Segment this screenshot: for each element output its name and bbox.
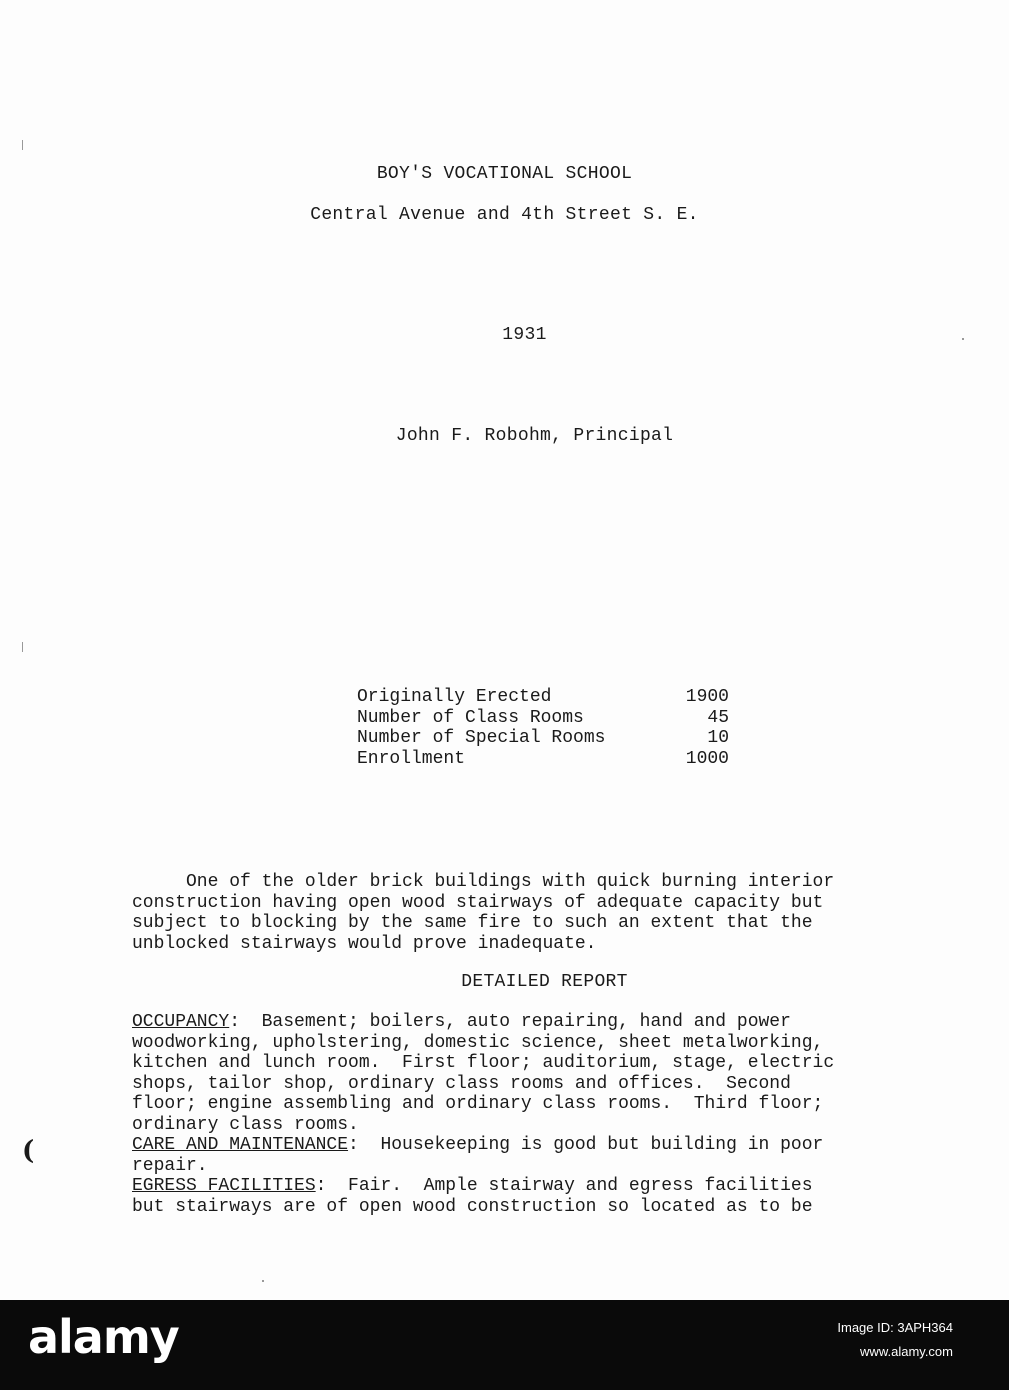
paragraph-line: unblocked stairways would prove inadequate. — [132, 933, 597, 954]
scan-speck — [22, 642, 23, 652]
detailed-report-heading: DETAILED REPORT — [461, 972, 628, 992]
watermark-url: www.alamy.com — [860, 1344, 953, 1359]
stat-label: Number of Class Rooms — [357, 707, 584, 728]
stat-value: 1000 — [685, 748, 729, 769]
scan-speck — [22, 140, 23, 150]
stat-row — [357, 687, 729, 708]
occupancy-label: OCCUPANCY — [132, 1012, 230, 1032]
watermark-banner — [0, 1300, 1009, 1390]
paragraph-line: construction having open wood stairways of adequate capacity but — [132, 892, 824, 913]
paragraph-line: repair. — [132, 1155, 208, 1176]
stat-row — [357, 728, 729, 749]
principal-name: John F. Robohm, Principal — [395, 426, 674, 446]
stat-label: Enrollment — [357, 748, 466, 769]
care-line — [132, 1135, 922, 1156]
detailed-report-body — [132, 1012, 922, 1217]
egress-label: EGRESS FACILITIES — [132, 1176, 316, 1196]
egress-text: : Fair. Ample stairway and egress facilities — [315, 1176, 813, 1196]
stat-label: Originally Erected — [357, 687, 552, 707]
document-title: BOY'S VOCATIONAL SCHOOL — [376, 164, 633, 184]
watermark-logo: alamy — [28, 1310, 179, 1364]
paragraph-line: but stairways are of open wood construction so located as to be — [132, 1196, 813, 1217]
scan-speck — [262, 1280, 264, 1282]
paragraph-line: shops, tailor shop, ordinary class rooms and offices. Second — [132, 1073, 791, 1094]
occupancy-text: : Basement; boilers, auto repairing, hand and power — [229, 1012, 791, 1032]
paragraph-line: woodworking, upholstering, domestic science, sheet metalworking, — [132, 1032, 824, 1053]
paragraph-line: ordinary class rooms. — [132, 1114, 359, 1135]
margin-bracket-mark: ( — [22, 1136, 35, 1166]
occupancy-line — [132, 1012, 922, 1033]
intro-paragraph — [132, 872, 922, 954]
care-label: CARE AND MAINTENANCE — [132, 1135, 349, 1155]
egress-line — [132, 1176, 922, 1197]
paragraph-line: subject to blocking by the same fire to such an extent that the — [132, 913, 813, 933]
paragraph-line: floor; engine assembling and ordinary class rooms. Third floor; — [132, 1094, 824, 1114]
care-text: : Housekeeping is good but building in poor — [348, 1135, 824, 1155]
stat-row — [357, 708, 729, 729]
school-address: Central Avenue and 4th Street S. E. — [310, 205, 699, 225]
stat-label: Number of Special Rooms — [357, 728, 606, 748]
stat-value: 45 — [707, 707, 729, 728]
watermark-image-id: Image ID: 3APH364 — [837, 1320, 953, 1335]
building-stats — [357, 687, 729, 769]
stat-row — [357, 749, 729, 770]
paragraph-line: kitchen and lunch room. First floor; auditorium, stage, electric — [132, 1053, 835, 1073]
report-year: 1931 — [502, 325, 547, 345]
scan-speck — [962, 338, 964, 340]
stat-value: 10 — [707, 728, 729, 748]
stat-value: 1900 — [685, 687, 729, 707]
paragraph-line: One of the older brick buildings with quick burning interior — [132, 872, 835, 892]
